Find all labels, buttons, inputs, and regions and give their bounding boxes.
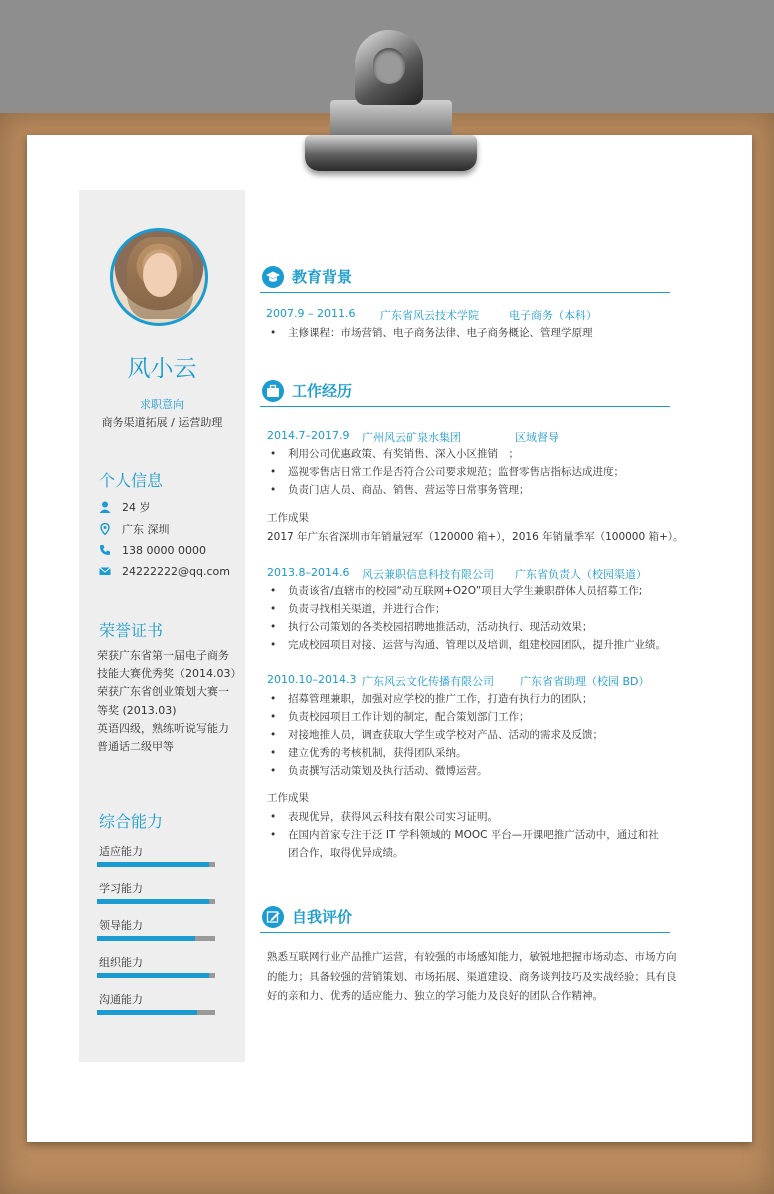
job2-period: 2013.8–2014.6 [267, 566, 350, 579]
info-phone [99, 542, 206, 558]
education-courses: • 主修课程：市场营销、电子商务法律、电子商务概论、管理学原理 [270, 325, 593, 340]
avatar [110, 228, 208, 326]
skill-bar [97, 862, 215, 867]
self-eval-line: 好的亲和力、优秀的适应能力、独立的学习能力及良好的团队合作精神。 [267, 990, 603, 1002]
job1-period: 2014.7–2017.9 [267, 429, 350, 442]
job3-result-label: 工作成果 [267, 792, 309, 804]
email-text: 24222222@qq.com [122, 564, 230, 578]
skill-label: 适应能力 [99, 845, 143, 858]
job1-company: 广州风云矿泉水集团 [362, 431, 461, 444]
job3-bullet: • 建立优秀的考核机制，获得团队采纳。 [270, 745, 467, 760]
personal-info-title: 个人信息 [99, 471, 164, 490]
self-eval-header [260, 904, 670, 933]
honor-line: 等奖 (2013.03) [97, 703, 177, 717]
honors-title: 荣誉证书 [99, 621, 164, 640]
job2-bullet: • 负责寻找相关渠道，并进行合作； [270, 601, 446, 616]
honor-line: 普通话二级甲等 [97, 740, 174, 754]
info-location [99, 521, 170, 537]
graduation-cap-icon [262, 266, 284, 288]
skill-fill [97, 862, 209, 867]
skill-fill [97, 936, 195, 941]
clip-base [305, 135, 477, 171]
user-icon [99, 501, 111, 513]
skill-label: 学习能力 [99, 882, 143, 895]
skill-bar [97, 1010, 215, 1015]
skill-label: 领导能力 [99, 919, 143, 932]
job3-result: • 在国内首家专注于泛 IT 学科领域的 MOOC 平台—开课吧推广活动中，通过和社 [270, 827, 659, 842]
job3-bullet: • 负责校园项目工作计划的制定，配合策划部门工作； [270, 709, 530, 724]
job3-result-cont: 团合作，取得优异成绩。 [288, 847, 404, 859]
honor-line: 技能大赛优秀奖（2014.03） [97, 667, 242, 681]
self-eval-text [267, 948, 677, 1007]
education-major: 电子商务（本科） [509, 309, 597, 322]
job2-bullet: • 负责该省/直辖市的校园“动互联网+O2O”项目大学生兼职群体人员招募工作; [270, 583, 642, 598]
skill-label: 组织能力 [99, 956, 143, 969]
job3-period: 2010.10–2014.3 [267, 673, 357, 686]
edit-icon [262, 906, 284, 928]
job3-bullet: • 负责撰写活动策划及执行活动、微博运营。 [270, 763, 488, 778]
skill-fill [97, 973, 209, 978]
briefcase-icon [262, 380, 284, 402]
info-age [99, 499, 151, 515]
job2-bullet: • 执行公司策划的各类校园招聘地推活动，活动执行、现活动效果； [270, 619, 593, 634]
skill-fill [97, 1010, 197, 1015]
job2-role: 广东省负责人（校园渠道） [515, 568, 647, 581]
job-intent: 商务渠道拓展 / 运营助理 [101, 416, 223, 429]
job2-company: 风云兼职信息科技有限公司 [362, 568, 494, 581]
location-text: 广东 深圳 [122, 523, 170, 536]
job3-bullet: • 对接地推人员，调查获取大学生或学校对产品、活动的需求及反馈； [270, 727, 603, 742]
self-eval-title: 自我评价 [292, 908, 353, 926]
intent-label: 求职意向 [140, 398, 184, 411]
mail-icon [99, 565, 111, 577]
job1-result: 2017 年广东省深圳市年销量冠军（120000 箱+），2016 年销量季军（100000 箱+）。 [267, 531, 684, 543]
avatar-face [143, 253, 177, 297]
candidate-name: 风小云 [127, 356, 197, 382]
skill-label: 沟通能力 [99, 993, 143, 1006]
info-email [99, 563, 230, 579]
age-text: 24 岁 [122, 501, 151, 514]
phone-icon [99, 544, 111, 556]
job3-bullet: • 招募管理兼职，加强对应学校的推广工作，打造有执行力的团队； [270, 691, 593, 706]
education-title: 教育背景 [292, 268, 353, 286]
clip-ring-icon [355, 30, 423, 105]
skills-title: 综合能力 [99, 812, 164, 831]
honor-line: 荣获广东省创业策划大赛一 [97, 685, 229, 699]
self-eval-line: 熟悉互联网行业产品推广运营，有较强的市场感知能力，敏锐地把握市场动态、市场方向 [267, 951, 677, 963]
job3-result: • 表现优异，获得风云科技有限公司实习证明。 [270, 809, 498, 824]
phone-text: 138 0000 0000 [122, 543, 206, 557]
education-school: 广东省风云技术学院 [380, 309, 479, 322]
work-title: 工作经历 [292, 382, 353, 400]
honor-line: 英语四级，熟练听说写能力 [97, 721, 229, 735]
job1-bullet: • 负责门店人员、商品、销售、营运等日常事务管理； [270, 482, 530, 497]
skill-fill [97, 899, 209, 904]
job3-role: 广东省省助理（校园 BD） [520, 675, 650, 688]
job1-role: 区域督导 [515, 431, 559, 444]
skill-bar [97, 899, 215, 904]
self-eval-line: 的能力；具备较强的营销策划、市场拓展、渠道建设、商务谈判技巧及实战经验；具有良 [267, 970, 677, 983]
skill-bar [97, 973, 215, 978]
job1-bullet: • 巡视零售店日常工作是否符合公司要求规范；监督零售店指标达成进度； [270, 464, 624, 479]
work-header [260, 378, 670, 407]
skill-bar [97, 936, 215, 941]
education-period: 2007.9 – 2011.6 [266, 307, 356, 320]
job1-result-label: 工作成果 [267, 512, 309, 524]
job1-bullet: • 利用公司优惠政策、有奖销售、深入小区推销 ； [270, 446, 519, 461]
honor-line: 荣获广东省第一届电子商务 [97, 649, 229, 662]
location-icon [99, 523, 111, 535]
job3-company: 广东风云文化传播有限公司 [362, 675, 494, 688]
job2-bullet: • 完成校园项目对接、运营与沟通、管理以及培训，组建校园团队，提升推广业绩。 [270, 637, 666, 652]
education-header [260, 264, 670, 293]
honors-list [97, 647, 243, 756]
